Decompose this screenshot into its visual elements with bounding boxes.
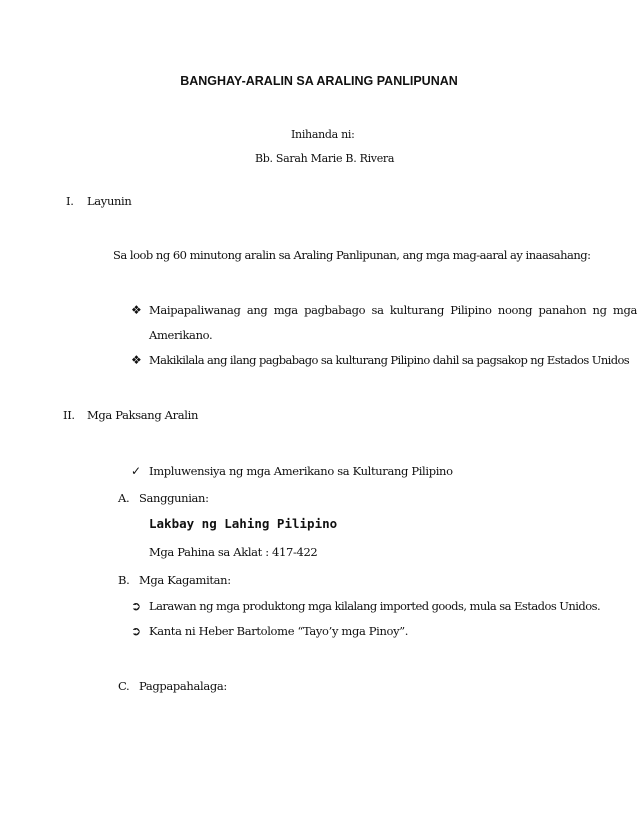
- material-item-1: [131, 599, 149, 613]
- subsection-b-letter: B.: [118, 573, 130, 587]
- check-icon: ✓: [131, 464, 141, 478]
- book-pages: Mga Pahina sa Aklat : 417-422: [149, 545, 318, 559]
- material-2-text: Kanta ni Heber Bartolome “Tayo’y mga Pinoy”.: [149, 624, 409, 638]
- objective-item-2: [131, 353, 149, 367]
- material-item-2: [131, 624, 149, 638]
- section-1-heading: Layunin: [87, 194, 132, 208]
- topic-text: Impluwensiya ng mga Amerikano sa Kulturang Pilipino: [149, 464, 453, 478]
- material-1-text: Larawan ng mga produktong mga kilalang imported goods, mula sa Estados Unidos.: [149, 599, 601, 613]
- subsection-c-letter: C.: [118, 679, 130, 693]
- objective-1-line-2: Amerikano.: [149, 328, 213, 342]
- objective-1-line-1: Maipapaliwanag ang mga pagbabago sa kulturang Pilipino noong panahon ng mga: [149, 303, 638, 317]
- book-title: Lakbay ng Lahing Pilipino: [149, 516, 338, 531]
- prepared-by-name: Bb. Sarah Marie B. Rivera: [255, 152, 395, 165]
- section-2-numeral: II.: [63, 408, 75, 422]
- diamond-bullet-icon: ❖: [131, 303, 142, 317]
- prepared-by-label: Inihanda ni:: [291, 128, 355, 141]
- arrow-icon: ➲: [131, 599, 141, 613]
- objectives-intro: Sa loob ng 60 minutong aralin sa Araling Panlipunan, ang mga mag-aaral ay inaasahang:: [113, 248, 591, 262]
- section-1-numeral: I.: [66, 194, 74, 208]
- subsection-a-letter: A.: [118, 491, 130, 505]
- objective-item-1: [131, 303, 149, 317]
- subsection-a-label: Sanggunian:: [139, 491, 209, 505]
- objective-2-text: Makikilala ang ilang pagbabago sa kulturang Pilipino dahil sa pagsakop ng Estados Unidos: [149, 353, 630, 367]
- subsection-b-label: Mga Kagamitan:: [139, 573, 231, 587]
- section-2-heading: Mga Paksang Aralin: [87, 408, 198, 422]
- subsection-c-label: Pagpapahalaga:: [139, 679, 227, 693]
- topic-item: [131, 464, 149, 478]
- diamond-bullet-icon: ❖: [131, 353, 142, 367]
- arrow-icon: ➲: [131, 624, 141, 638]
- document-title: BANGHAY-ARALIN SA ARALING PANLIPUNAN: [180, 74, 458, 88]
